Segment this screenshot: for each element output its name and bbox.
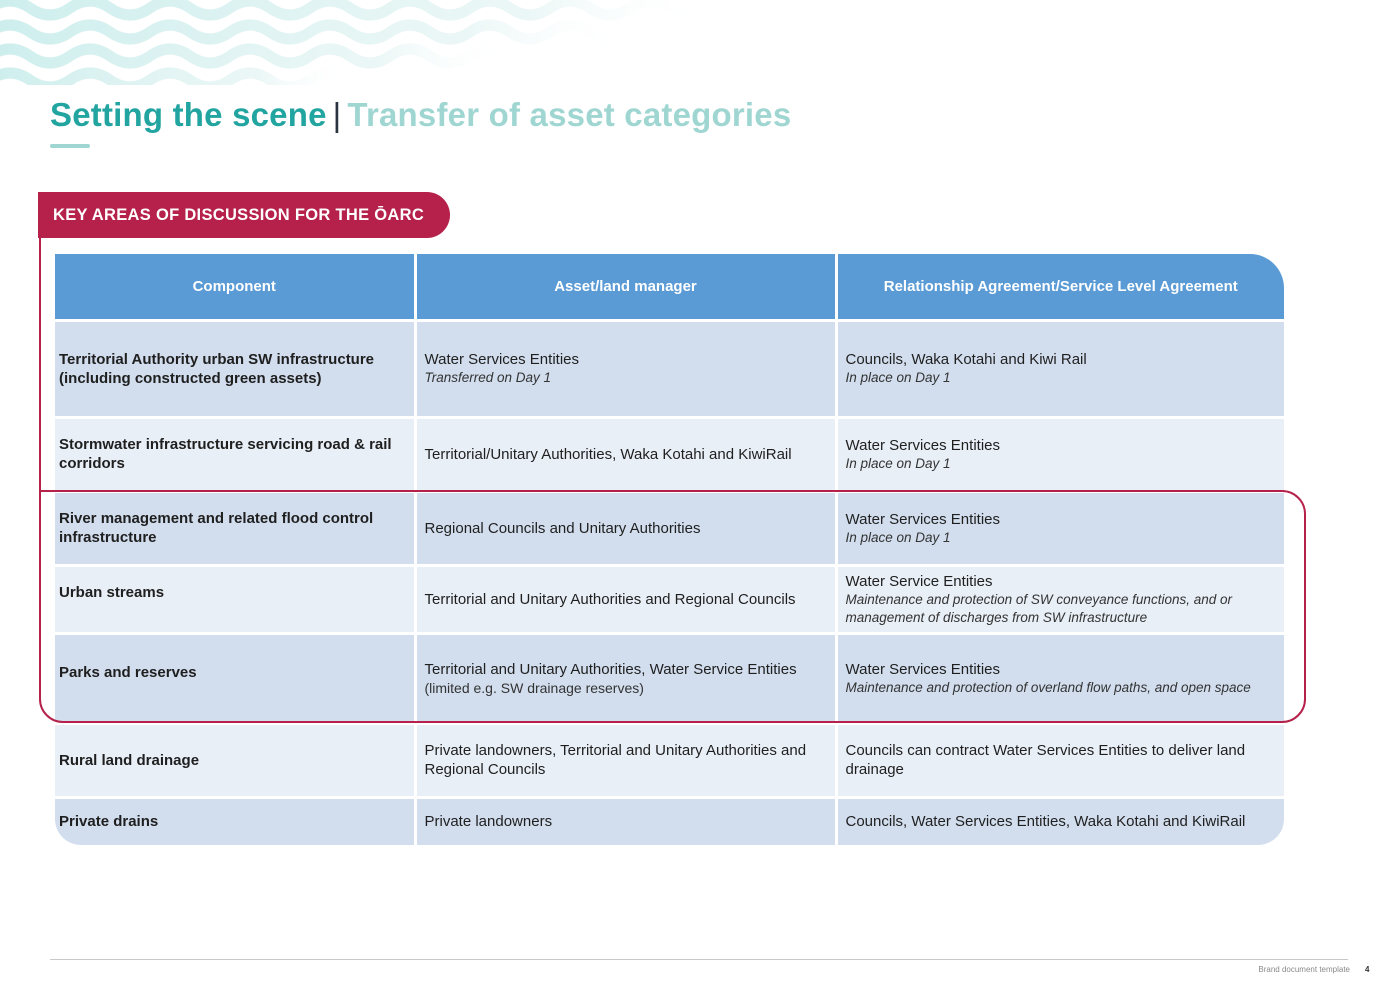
row-component: Urban streams bbox=[55, 565, 415, 633]
row-manager: Private landowners bbox=[415, 797, 836, 845]
row-manager: Private landowners, Territorial and Unitary Authorities and Regional Councils bbox=[415, 723, 836, 797]
row-agreement bbox=[836, 491, 1284, 565]
title-sub: Transfer of asset categories bbox=[347, 96, 792, 133]
row-manager: Territorial and Unitary Authorities and Regional Councils bbox=[415, 565, 836, 633]
manager-note: (limited e.g. SW drainage reserves) bbox=[424, 679, 644, 696]
section-bracket-line bbox=[39, 214, 41, 491]
agreement-note: In place on Day 1 bbox=[845, 529, 951, 545]
title-main: Setting the scene bbox=[50, 96, 327, 133]
table-row bbox=[55, 491, 1284, 565]
table-row bbox=[55, 565, 1284, 633]
row-agreement bbox=[836, 417, 1284, 491]
row-agreement: Councils can contract Water Services Entities to deliver land drainage bbox=[836, 723, 1284, 797]
row-manager bbox=[415, 320, 836, 417]
agreement-text: Water Services Entities bbox=[845, 436, 1000, 454]
row-agreement bbox=[836, 633, 1284, 723]
table-header-row bbox=[55, 254, 1284, 320]
footer-divider bbox=[50, 959, 1348, 960]
title-separator: | bbox=[332, 96, 342, 133]
decorative-wave-pattern bbox=[0, 0, 720, 85]
row-agreement bbox=[836, 565, 1284, 633]
row-agreement: Councils, Water Services Entities, Waka Kotahi and KiwiRail bbox=[836, 797, 1284, 845]
agreement-text: Water Services Entities bbox=[845, 660, 1000, 678]
agreement-note: In place on Day 1 bbox=[845, 455, 951, 471]
table-row bbox=[55, 723, 1284, 797]
row-manager: Territorial/Unitary Authorities, Waka Kotahi and KiwiRail bbox=[415, 417, 836, 491]
row-component: Rural land drainage bbox=[55, 723, 415, 797]
agreement-note: In place on Day 1 bbox=[845, 370, 951, 385]
row-manager bbox=[415, 633, 836, 723]
row-component: Parks and reserves bbox=[55, 633, 415, 723]
header-component: Component bbox=[55, 254, 415, 320]
agreement-text: Water Services Entities bbox=[845, 510, 1000, 528]
manager-note: Transferred on Day 1 bbox=[424, 370, 552, 385]
agreement-text: Councils, Waka Kotahi and Kiwi Rail bbox=[845, 351, 1087, 368]
section-label: KEY AREAS OF DISCUSSION FOR THE ŌARC bbox=[38, 192, 450, 238]
agreement-note: Maintenance and protection of SW conveyance functions, and or management of discharges from SW infrastructure bbox=[845, 591, 1232, 625]
asset-transfer-table bbox=[55, 254, 1284, 845]
header-agreement: Relationship Agreement/Service Level Agreement bbox=[836, 254, 1284, 320]
agreement-note: Maintenance and protection of overland flow paths, and open space bbox=[845, 679, 1251, 695]
page-number: 4 bbox=[1365, 965, 1370, 974]
header-asset-manager: Asset/land manager bbox=[415, 254, 836, 320]
agreement-text: Water Service Entities bbox=[845, 572, 993, 590]
table-row bbox=[55, 797, 1284, 845]
row-manager: Regional Councils and Unitary Authorities bbox=[415, 491, 836, 565]
row-component: Stormwater infrastructure servicing road & rail corridors bbox=[55, 417, 415, 491]
table-row bbox=[55, 417, 1284, 491]
title-accent-underline bbox=[50, 144, 90, 148]
row-component: River management and related flood control infrastructure bbox=[55, 491, 415, 565]
row-agreement bbox=[836, 320, 1284, 417]
manager-text: Water Services Entities bbox=[424, 351, 579, 368]
row-component: Private drains bbox=[55, 797, 415, 845]
table-row bbox=[55, 320, 1284, 417]
manager-text: Territorial and Unitary Authorities, Water Service Entities bbox=[424, 660, 797, 678]
table-row bbox=[55, 633, 1284, 723]
page-title bbox=[50, 96, 791, 134]
footer-label: Brand document template bbox=[1258, 965, 1350, 974]
row-component: Territorial Authority urban SW infrastructure (including constructed green assets) bbox=[55, 320, 415, 417]
